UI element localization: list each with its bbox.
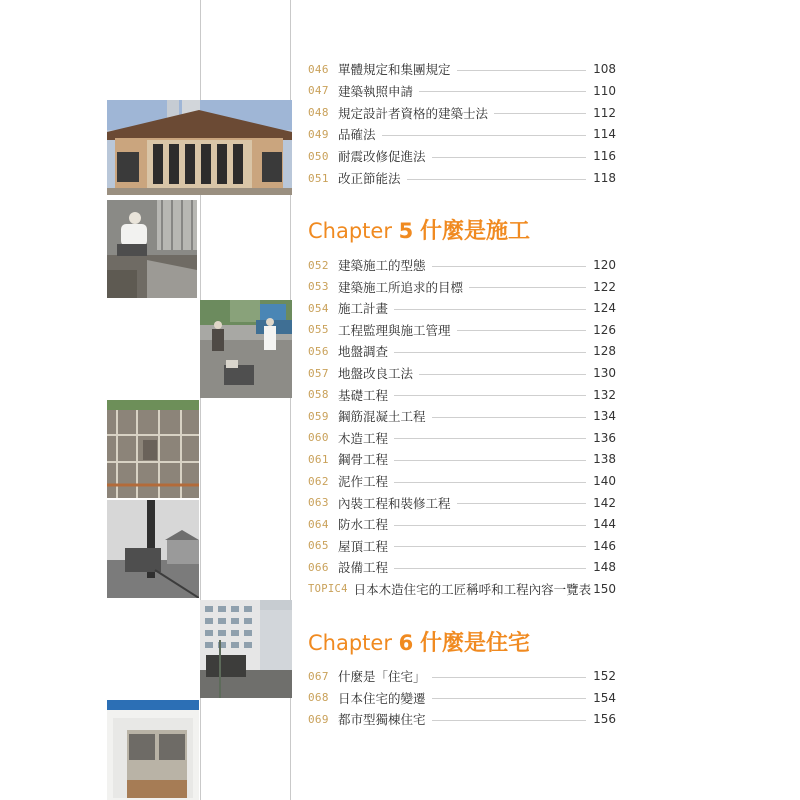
toc-page: 130 bbox=[593, 366, 616, 380]
photo-white-house-interior bbox=[107, 700, 199, 800]
chapter-word: Chapter bbox=[308, 219, 392, 243]
toc-page: 118 bbox=[593, 171, 616, 185]
toc-row[interactable] bbox=[308, 124, 616, 144]
toc-leader bbox=[432, 157, 586, 158]
toc-leader bbox=[394, 568, 586, 569]
toc-leader bbox=[394, 546, 586, 547]
toc-row[interactable] bbox=[308, 81, 616, 101]
toc-number: 061 bbox=[308, 452, 329, 466]
toc-leader bbox=[419, 374, 586, 375]
toc-row[interactable] bbox=[308, 103, 616, 123]
toc-page: 108 bbox=[593, 62, 616, 76]
toc-page: 144 bbox=[593, 517, 616, 532]
toc-leader bbox=[457, 330, 586, 331]
toc-leader bbox=[394, 352, 586, 353]
toc-number: 057 bbox=[308, 366, 329, 380]
toc-number: 054 bbox=[308, 301, 329, 315]
toc-page: 142 bbox=[593, 495, 616, 510]
toc-title: 日本木造住宅的工匠稱呼和工程內容一覽表 bbox=[353, 582, 592, 597]
toc-leader bbox=[394, 395, 586, 396]
chapter-number: 6 bbox=[398, 631, 414, 655]
toc-page: 112 bbox=[593, 105, 616, 120]
toc-row[interactable] bbox=[308, 406, 616, 426]
chapter-5-heading bbox=[308, 214, 530, 245]
toc-number: 049 bbox=[308, 127, 329, 141]
toc-row[interactable] bbox=[308, 363, 616, 383]
toc-page: 152 bbox=[593, 669, 616, 683]
toc-title: 設備工程 bbox=[338, 560, 389, 576]
toc-row[interactable] bbox=[308, 666, 616, 686]
toc-number: 048 bbox=[308, 106, 329, 120]
toc-page: 124 bbox=[593, 301, 616, 316]
toc-leader bbox=[469, 287, 586, 288]
toc-leader bbox=[432, 266, 586, 267]
toc-page: 114 bbox=[593, 127, 616, 142]
toc-title: 工程監理與施工管理 bbox=[338, 322, 451, 338]
toc-row[interactable] bbox=[308, 536, 616, 556]
toc-number: 063 bbox=[308, 496, 329, 510]
toc-page: 122 bbox=[593, 279, 616, 294]
toc-leader bbox=[394, 309, 586, 310]
toc-row[interactable] bbox=[308, 255, 616, 275]
toc-number: 059 bbox=[308, 409, 329, 423]
toc-row[interactable] bbox=[308, 146, 616, 166]
toc-leader bbox=[432, 698, 586, 699]
toc-row[interactable] bbox=[308, 514, 616, 534]
toc-number: 060 bbox=[308, 431, 329, 445]
toc-page: 120 bbox=[593, 258, 616, 272]
toc-number: 050 bbox=[308, 149, 329, 163]
toc-number: 058 bbox=[308, 388, 329, 402]
toc-page: 150 bbox=[593, 582, 616, 596]
chapter-word: Chapter bbox=[308, 631, 392, 655]
toc-title: 什麼是「住宅」 bbox=[338, 669, 426, 684]
toc-page: 134 bbox=[593, 409, 616, 424]
toc-page: 146 bbox=[593, 538, 616, 553]
toc-number: 053 bbox=[308, 280, 329, 294]
toc-number: 066 bbox=[308, 560, 329, 574]
toc-number: 069 bbox=[308, 712, 329, 726]
toc-row[interactable] bbox=[308, 320, 616, 340]
toc-title: 單體規定和集團規定 bbox=[338, 62, 451, 77]
toc-page: 156 bbox=[593, 712, 616, 727]
photo-pile-driver-machine bbox=[107, 500, 199, 598]
toc-title: 木造工程 bbox=[338, 430, 389, 446]
toc-title: 鋼筋混凝土工程 bbox=[338, 409, 426, 425]
toc-leader bbox=[432, 417, 586, 418]
photo-worker-laying-foundation bbox=[107, 200, 197, 298]
toc-page: 132 bbox=[593, 387, 616, 402]
toc-number: 068 bbox=[308, 691, 329, 705]
toc-title: 都市型獨棟住宅 bbox=[338, 712, 426, 728]
toc-page: 140 bbox=[593, 474, 616, 488]
toc-title: 品確法 bbox=[338, 127, 376, 143]
toc-row[interactable] bbox=[308, 341, 616, 361]
toc-title: 基礎工程 bbox=[338, 387, 389, 403]
toc-title: 建築施工的型態 bbox=[338, 258, 426, 273]
toc-page: 110 bbox=[593, 83, 616, 98]
toc-title: 改正節能法 bbox=[338, 171, 401, 186]
toc-page: 126 bbox=[593, 322, 616, 337]
toc-leader bbox=[432, 677, 586, 678]
photo-apartment-buildings bbox=[200, 600, 292, 698]
toc-title: 規定設計者資格的建築士法 bbox=[338, 105, 489, 121]
chapter-number: 5 bbox=[398, 219, 414, 243]
toc-title: 建築執照申請 bbox=[338, 83, 414, 99]
toc-title: 鋼骨工程 bbox=[338, 452, 389, 468]
toc-number: 065 bbox=[308, 539, 329, 553]
toc-row[interactable] bbox=[308, 298, 616, 318]
toc-row[interactable] bbox=[308, 493, 616, 513]
toc-title: 日本住宅的變遷 bbox=[338, 690, 426, 706]
toc-row[interactable] bbox=[308, 168, 616, 188]
toc-number: 047 bbox=[308, 84, 329, 98]
toc-number: TOPIC4 bbox=[308, 583, 348, 595]
toc-page: 116 bbox=[593, 149, 616, 164]
toc-number: 064 bbox=[308, 517, 329, 531]
toc-leader bbox=[394, 460, 586, 461]
toc-page: 154 bbox=[593, 690, 616, 705]
toc-row-topic4[interactable] bbox=[308, 579, 616, 599]
toc-number: 062 bbox=[308, 474, 329, 488]
toc-title: 施工計畫 bbox=[338, 301, 389, 317]
toc-page: 148 bbox=[593, 560, 616, 575]
toc-row[interactable] bbox=[308, 59, 616, 79]
toc-leader bbox=[407, 179, 586, 180]
photo-construction-site-workers bbox=[200, 300, 292, 398]
toc-title: 屋頂工程 bbox=[338, 538, 389, 554]
toc-number: 046 bbox=[308, 62, 329, 76]
toc-row[interactable] bbox=[308, 688, 616, 708]
toc-number: 067 bbox=[308, 669, 329, 683]
toc-title: 地盤改良工法 bbox=[338, 366, 414, 381]
toc-row[interactable] bbox=[308, 277, 616, 297]
chapter-title: 什麼是住宅 bbox=[419, 631, 530, 656]
toc-title: 建築施工所追求的目標 bbox=[338, 279, 464, 295]
toc-title: 耐震改修促進法 bbox=[338, 149, 426, 165]
chapter-title: 什麼是施工 bbox=[419, 219, 530, 244]
toc-page: 138 bbox=[593, 452, 616, 467]
toc-row[interactable] bbox=[308, 428, 616, 448]
toc-leader bbox=[394, 482, 586, 483]
toc-number: 051 bbox=[308, 171, 329, 185]
toc-leader bbox=[394, 525, 586, 526]
toc-page: 136 bbox=[593, 430, 616, 445]
toc-row[interactable] bbox=[308, 449, 616, 469]
toc-number: 055 bbox=[308, 323, 329, 337]
toc-row[interactable] bbox=[308, 385, 616, 405]
toc-leader bbox=[457, 503, 586, 504]
toc-row[interactable] bbox=[308, 557, 616, 577]
toc-number: 052 bbox=[308, 258, 329, 272]
toc-row[interactable] bbox=[308, 471, 616, 491]
photo-scaffolding-site bbox=[107, 400, 199, 498]
chapter-6-heading bbox=[308, 626, 530, 657]
toc-title: 地盤調查 bbox=[338, 344, 389, 360]
toc-leader bbox=[494, 113, 586, 114]
toc-leader bbox=[432, 720, 586, 721]
toc-title: 防水工程 bbox=[338, 517, 389, 533]
toc-title: 內裝工程和裝修工程 bbox=[338, 495, 451, 511]
toc-leader bbox=[382, 135, 586, 136]
toc-number: 056 bbox=[308, 344, 329, 358]
toc-row[interactable] bbox=[308, 709, 616, 729]
toc-leader bbox=[457, 70, 586, 71]
toc-page: 128 bbox=[593, 344, 616, 359]
toc-title: 泥作工程 bbox=[338, 474, 389, 489]
photo-church-building bbox=[107, 100, 292, 195]
toc-leader bbox=[419, 91, 586, 92]
toc-leader bbox=[394, 438, 586, 439]
